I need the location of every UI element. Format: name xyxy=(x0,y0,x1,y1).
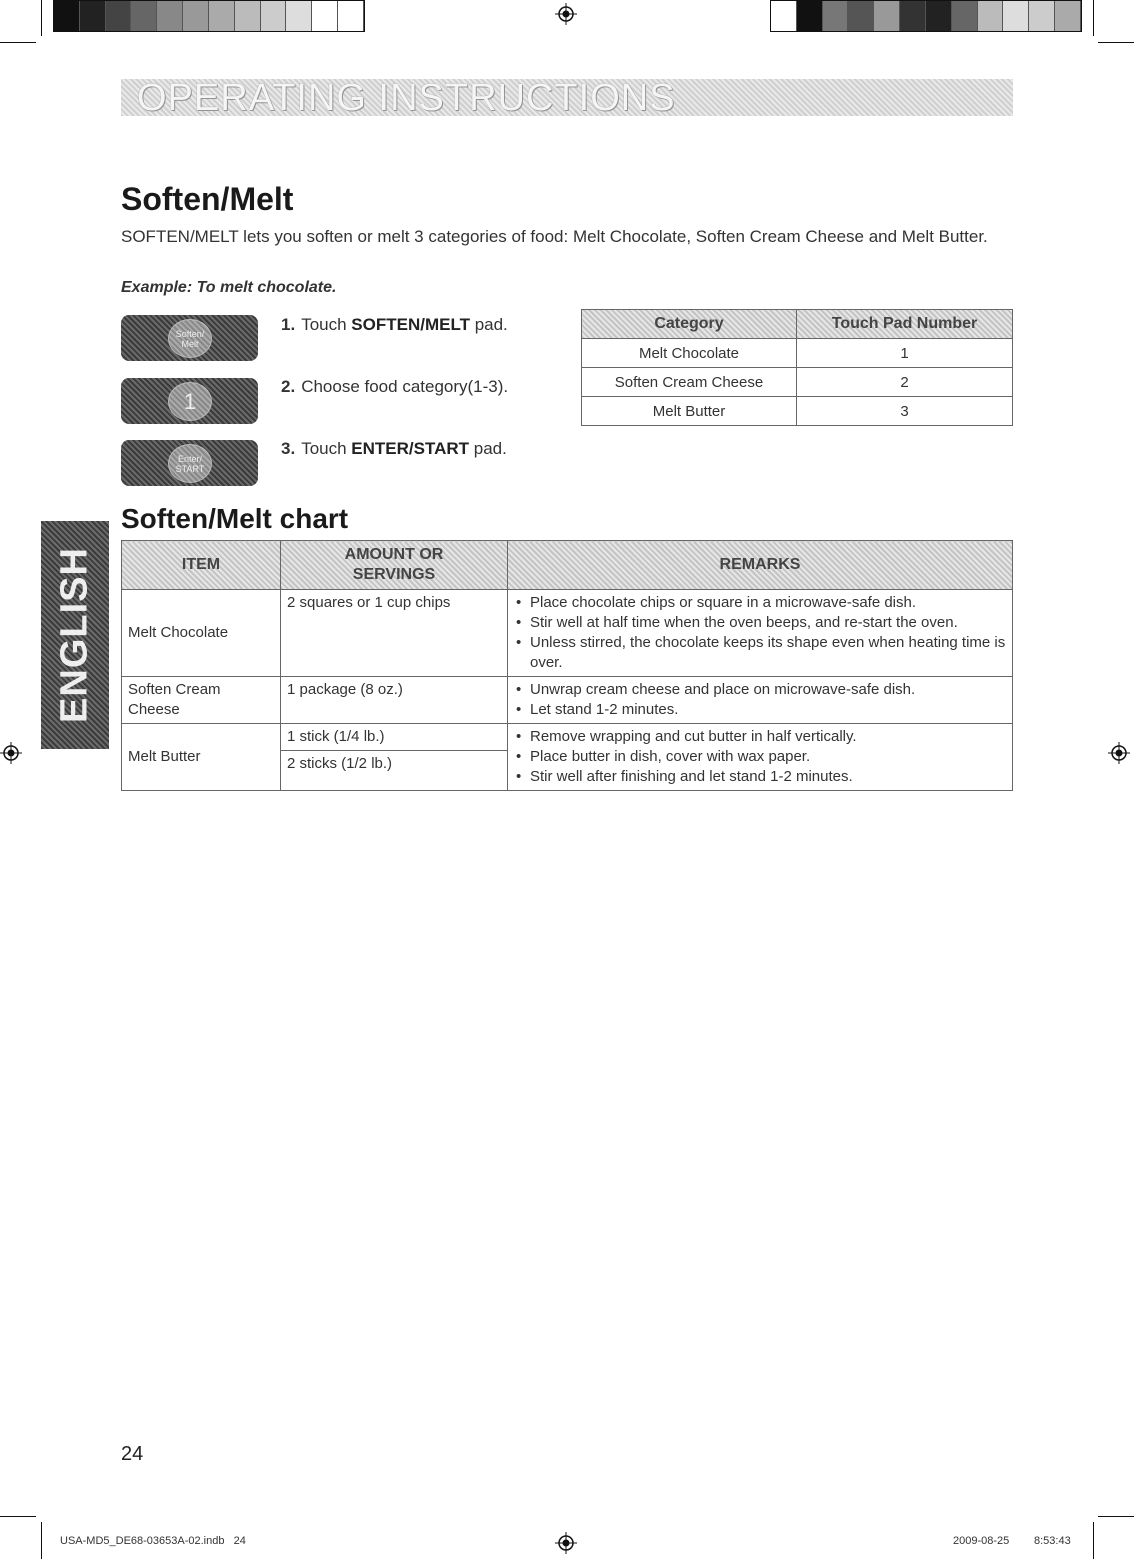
language-side-tab xyxy=(41,521,109,749)
crop-mark xyxy=(1093,0,1094,36)
banner-title: OPERATING INSTRUCTIONS xyxy=(137,77,676,119)
enter-start-pad-icon: Enter/ START xyxy=(168,444,212,483)
step-2 xyxy=(281,377,508,397)
number-1-pad xyxy=(121,378,258,424)
amount-value: 2 sticks (1/2 lb.) xyxy=(287,755,393,772)
table-header-row xyxy=(122,541,1013,590)
color-bar-right xyxy=(770,0,1082,32)
crop-mark xyxy=(41,0,42,36)
item-cell: Soften Cream Cheese xyxy=(122,677,281,724)
crop-mark xyxy=(1093,1522,1094,1559)
table-cell: Melt Chocolate xyxy=(582,339,797,368)
amount-value: 1 stick (1/4 lb.) xyxy=(281,724,507,751)
soften-melt-chart-table xyxy=(121,540,1013,791)
category-table xyxy=(581,309,1013,426)
column-header: Touch Pad Number xyxy=(797,310,1013,339)
number-1-pad-icon: 1 xyxy=(168,382,212,421)
table-row xyxy=(582,339,1013,368)
table-cell: Soften Cream Cheese xyxy=(582,368,797,397)
registration-mark-icon xyxy=(1108,742,1130,764)
step-1 xyxy=(281,315,508,335)
intro-paragraph: SOFTEN/MELT lets you soften or melt 3 categories of food: Melt Chocolate, Soften Cream Cheese and Melt Butter. xyxy=(121,227,988,246)
remarks-cell xyxy=(508,677,1013,724)
registration-mark-icon xyxy=(555,3,577,25)
step-number: 1. xyxy=(281,315,296,334)
list-item: • Remove wrapping and cut butter in half vertically. xyxy=(530,727,1006,747)
step-text: pad. xyxy=(469,315,508,334)
example-label: Example: To melt chocolate. xyxy=(121,279,337,296)
step-text: Choose food category(1-3). xyxy=(301,377,509,396)
list-item: • Let stand 1-2 minutes. xyxy=(530,700,1006,720)
step-keyword: ENTER/START xyxy=(351,439,470,458)
crop-mark xyxy=(1098,1516,1134,1517)
step-3 xyxy=(281,439,507,459)
step-text: pad. xyxy=(469,439,507,458)
item-cell xyxy=(122,724,281,791)
crop-mark xyxy=(41,1522,42,1559)
step-number: 3. xyxy=(281,439,296,458)
step-number: 2. xyxy=(281,377,296,396)
table-header-row xyxy=(582,310,1013,339)
amount-cell xyxy=(281,724,508,791)
remarks-list xyxy=(514,727,1006,787)
footer-filename: USA-MD5_DE68-03653A-02.indb 24 xyxy=(60,1535,246,1547)
soften-melt-pad-icon: Soften/ Melt xyxy=(168,319,212,358)
section-title: Soften/Melt xyxy=(121,181,294,217)
registration-mark-icon xyxy=(555,1532,577,1554)
amount-cell: 2 squares or 1 cup chips xyxy=(281,590,508,677)
item-cell xyxy=(122,590,281,677)
table-cell: Melt Butter xyxy=(582,397,797,426)
table-row xyxy=(122,590,1013,677)
header-banner xyxy=(121,77,1013,119)
list-item: • Unless stirred, the chocolate keeps its shape even when heating time is over. xyxy=(530,633,1006,673)
column-header: ITEM xyxy=(122,541,281,590)
crop-mark xyxy=(0,42,36,43)
table-cell: 3 xyxy=(797,397,1013,426)
list-item: • Place butter in dish, cover with wax paper. xyxy=(530,747,1006,767)
page-number: 24 xyxy=(121,1443,144,1465)
table-row xyxy=(122,677,1013,724)
language-label: ENGLISH xyxy=(53,547,96,723)
table-row xyxy=(122,724,1013,791)
step-text: Touch xyxy=(301,315,352,334)
list-item: • Unwrap cream cheese and place on microwave-safe dish. xyxy=(530,680,1006,700)
list-item: • Stir well after finishing and let stand 1-2 minutes. xyxy=(530,767,1006,787)
list-item: • Stir well at half time when the oven beeps, and re-start the oven. xyxy=(530,613,1006,633)
item-name: Melt Chocolate xyxy=(128,624,229,641)
crop-mark xyxy=(0,1516,36,1517)
step-text: Touch xyxy=(301,439,352,458)
remarks-cell xyxy=(508,590,1013,677)
table-cell: 1 xyxy=(797,339,1013,368)
registration-mark-icon xyxy=(0,742,22,764)
footer-date: 2009-08-25 xyxy=(953,1535,1010,1547)
item-name: Melt Butter xyxy=(128,748,201,765)
color-bar-left xyxy=(53,0,365,32)
enter-start-pad xyxy=(121,440,258,486)
column-header: AMOUNT OR SERVINGS xyxy=(281,541,508,590)
table-row xyxy=(582,368,1013,397)
crop-mark xyxy=(1098,42,1134,43)
column-header: REMARKS xyxy=(508,541,1013,590)
table-cell: 2 xyxy=(797,368,1013,397)
amount-cell: 1 package (8 oz.) xyxy=(281,677,508,724)
step-keyword: SOFTEN/MELT xyxy=(351,315,470,334)
soften-melt-pad xyxy=(121,315,258,361)
table-row xyxy=(582,397,1013,426)
remarks-cell xyxy=(508,724,1013,791)
chart-title: Soften/Melt chart xyxy=(121,503,349,534)
footer-time: 8:53:43 xyxy=(1034,1535,1071,1547)
remarks-list xyxy=(514,593,1006,673)
list-item: • Place chocolate chips or square in a microwave-safe dish. xyxy=(530,593,1006,613)
column-header: Category xyxy=(582,310,797,339)
remarks-list xyxy=(514,680,1006,720)
